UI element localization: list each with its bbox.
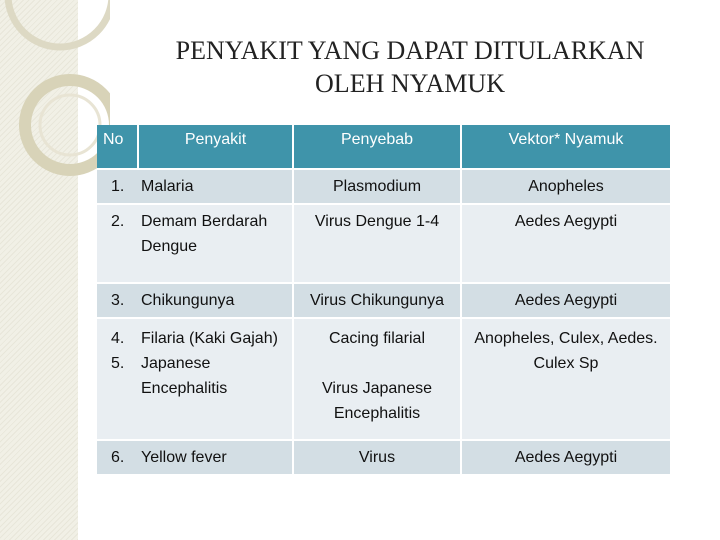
disease-table <box>95 123 672 476</box>
row-number: 4. <box>111 330 125 347</box>
row-number: 6. <box>111 449 125 466</box>
header-penyebab: Penyebab <box>294 125 460 168</box>
disease-name: Yellow fever <box>141 449 227 466</box>
decorative-circles-icon <box>0 0 110 200</box>
cause: Virus <box>294 441 460 474</box>
vector: Anopheles <box>462 170 670 203</box>
cause: Virus Chikungunya <box>294 284 460 317</box>
cause: Virus Dengue 1-4 <box>294 205 460 282</box>
vector: Aedes Aegypti <box>462 441 670 474</box>
cause: Virus Japanese Encephalitis <box>322 380 432 422</box>
table-header-row <box>97 125 670 168</box>
vector: Aedes Aegypti <box>462 284 670 317</box>
table-row-merged <box>97 319 670 439</box>
row-number: 3. <box>111 292 125 309</box>
row-number: 2. <box>111 213 125 230</box>
disease-name: Malaria <box>141 178 194 195</box>
slide-title <box>100 34 720 100</box>
disease-name: Filaria (Kaki Gajah) <box>141 330 278 347</box>
row-number: 5. <box>111 355 125 372</box>
cause: Plasmodium <box>294 170 460 203</box>
header-vektor: Vektor* Nyamuk <box>462 125 670 168</box>
disease-name: Demam Berdarah Dengue <box>141 213 268 255</box>
table-row <box>97 170 670 203</box>
row-number: 1. <box>111 178 125 195</box>
header-no: No <box>97 125 137 168</box>
vector: Culex Sp <box>533 355 599 372</box>
table-row <box>97 205 670 282</box>
disease-name: Chikungunya <box>141 292 235 309</box>
header-penyakit: Penyakit <box>139 125 292 168</box>
vector: Aedes Aegypti <box>462 205 670 282</box>
cause: Cacing filarial <box>328 330 426 347</box>
table-row <box>97 284 670 317</box>
table-row <box>97 441 670 474</box>
title-line-1: PENYAKIT YANG DAPAT DITULARKAN <box>175 36 645 65</box>
vector: Anopheles, Culex, Aedes. <box>474 330 658 347</box>
disease-name: Japanese Encephalitis <box>141 355 228 397</box>
title-line-2: OLEH NYAMUK <box>315 69 505 98</box>
